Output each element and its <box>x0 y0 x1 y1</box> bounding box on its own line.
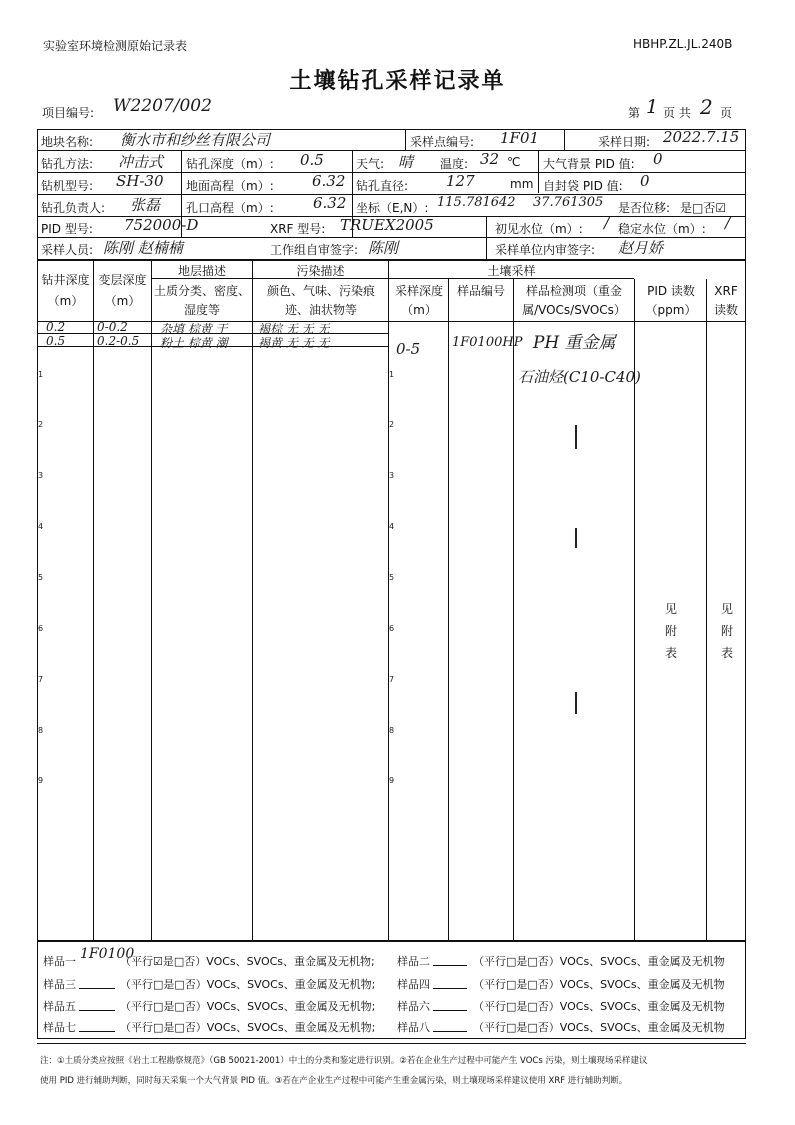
tick-right-2: 2 <box>389 420 395 429</box>
shift-checkbox[interactable]: 是□否☑ <box>680 201 727 215</box>
sample-1-parallel: （平行☑是□否）VOCs、SVOCs、重金属及无机物; <box>120 955 375 968</box>
footnote <box>40 1051 750 1091</box>
col-sample-number: 样品编号 <box>457 284 506 298</box>
ground-elevation-value: 6.32 <box>312 172 346 190</box>
page-prefix: 第 <box>628 106 641 120</box>
page-number: 1 <box>646 96 659 118</box>
footnote-line-1: 注：①土质分类应按照《岩土工程勘察规范》（GB 50021-2001）中土的分类和鉴定进行识别。②若在企业生产过程中可能产生 VOCs 污染，则土壤现场采样建议 <box>40 1056 648 1066</box>
temperature-label: 温度: <box>440 157 469 171</box>
sample-point-value: 1F01 <box>500 129 540 147</box>
sample-3-label: 样品三 <box>43 978 76 991</box>
pid-background-value: 0 <box>653 150 663 168</box>
sample-date-value: 2022.7.15 <box>663 128 740 146</box>
row-2-strata: 粉土 棕黄 潮 <box>160 336 228 350</box>
sample-4-parallel: （平行□是□否）VOCs、SVOCs、重金属及无机物 <box>473 978 725 991</box>
row-2-pollution: 褐黄 无 无 无 <box>258 336 330 350</box>
tick-left-6: 6 <box>38 624 44 633</box>
sampler-label: 采样人员: <box>41 243 94 257</box>
tick-left-3: 3 <box>38 471 44 480</box>
shift-label: 是否位移: <box>618 201 671 215</box>
tick-left-9: 9 <box>38 776 44 785</box>
hole-elevation-label: 孔口高程（m）: <box>186 201 274 215</box>
tick-right-5: 5 <box>389 573 395 582</box>
sample-items-line-2: 石油烃(C10-C40) <box>518 368 641 386</box>
row-1-depth: 0.2 <box>46 320 66 334</box>
sample-3-field[interactable] <box>79 976 115 989</box>
page-total: 2 <box>700 95 713 119</box>
weather-value: 晴 <box>398 153 414 171</box>
temperature-unit: ℃ <box>507 155 521 169</box>
col-strata-group: 地层描述 <box>177 264 226 278</box>
tick-left-8: 8 <box>38 726 44 735</box>
sample-5-field[interactable] <box>79 998 115 1011</box>
coordinate-e-value: 115.781642 <box>437 195 516 210</box>
coordinate-label: 坐标（E,N）: <box>356 201 429 215</box>
sample-1-value: 1F0100 <box>80 946 135 962</box>
sample-8-parallel: （平行□是□否）VOCs、SVOCs、重金属及无机物 <box>473 1021 725 1034</box>
first-water-value: / <box>604 214 610 232</box>
hole-elevation-value: 6.32 <box>313 194 347 212</box>
ground-elevation-label: 地面高程（m）: <box>186 179 274 193</box>
col-layer-depth: 变层深度（m） <box>98 273 147 308</box>
sample-3-parallel: （平行□是□否）VOCs、SVOCs、重金属及无机物; <box>120 978 376 991</box>
pid-background-label: 大气背景 PID 值: <box>543 157 635 171</box>
bag-pid-label: 自封袋 PID 值: <box>543 179 623 193</box>
sample-7-parallel: （平行□是□否）VOCs、SVOCs、重金属及无机物; <box>120 1021 376 1034</box>
pid-see-attached: 见附表 <box>664 602 677 660</box>
page-title: 土壤钻孔采样记录单 <box>289 69 506 94</box>
tick-right-8: 8 <box>389 726 395 735</box>
sample-6-parallel: （平行□是□否）VOCs、SVOCs、重金属及无机物 <box>473 1000 725 1013</box>
page-suffix: 页 <box>720 106 733 120</box>
row-1-strata: 杂填 棕黄 干 <box>160 322 228 336</box>
hole-diameter-label: 钻孔直径: <box>356 179 409 193</box>
weather-label: 天气: <box>356 157 385 171</box>
col-sample-items: 样品检测项（重金属/VOCs/SVOCs） <box>522 284 626 317</box>
sample-items-line-1: PH 重金属 <box>533 333 616 353</box>
tick-right-7: 7 <box>389 675 395 684</box>
unit-signature-label: 采样单位内审签字: <box>495 243 596 257</box>
drill-leader-label: 钻孔负责人: <box>41 201 106 215</box>
row-1-layer: 0-0.2 <box>97 320 128 334</box>
tick-left-4: 4 <box>38 522 44 531</box>
tick-right-6: 6 <box>389 624 395 633</box>
sample-depth-value: 0-5 <box>396 340 421 358</box>
sample-8-label: 样品八 <box>397 1021 430 1034</box>
sample-6-label: 样品六 <box>397 1000 430 1013</box>
sample-2-field[interactable] <box>433 953 467 966</box>
row-2-depth: 0.5 <box>46 334 66 348</box>
col-drill-depth: 钻井深度（m） <box>41 273 90 308</box>
col-pid-reading: PID 读数（ppm） <box>645 284 697 317</box>
drilling-table <box>37 259 746 942</box>
col-soil-sampling: 土壤采样 <box>487 264 536 278</box>
rig-model-value: SH-30 <box>116 172 164 190</box>
tick-right-1: 1 <box>389 370 395 379</box>
stable-water-label: 稳定水位（m）: <box>618 222 706 236</box>
pid-model-label: PID 型号: <box>41 222 93 236</box>
drill-depth-value: 0.5 <box>300 151 324 169</box>
project-number: W2207/002 <box>113 96 212 116</box>
xrf-model-value: TRUEX2005 <box>340 216 434 234</box>
col-xrf-reading: XRF 读数 <box>713 284 738 317</box>
xrf-model-label: XRF 型号: <box>270 222 326 236</box>
project-label: 项目编号: <box>42 106 95 120</box>
pid-model-value: 752000-D <box>124 216 199 234</box>
plot-name-label: 地块名称: <box>41 135 94 149</box>
sample-4-field[interactable] <box>433 976 467 989</box>
row-1-pollution: 褐棕 无 无 无 <box>258 322 330 336</box>
ditto-mark <box>575 425 577 449</box>
sample-6-field[interactable] <box>433 998 467 1011</box>
stable-water-value: / <box>725 214 731 232</box>
sample-date-label: 采样日期: <box>598 135 651 149</box>
unit-signature-value: 赵月娇 <box>618 239 664 257</box>
rig-model-label: 钻机型号: <box>41 179 94 193</box>
ditto-mark <box>575 692 577 714</box>
group-signature-value: 陈刚 <box>368 239 399 257</box>
ditto-mark <box>575 528 577 548</box>
tick-left-1: 1 <box>38 370 44 379</box>
sample-1-label: 样品一 <box>43 955 76 968</box>
tick-right-4: 4 <box>389 522 395 531</box>
plot-name-value: 衡水市和纱丝有限公司 <box>120 131 271 149</box>
sample-4-label: 样品四 <box>397 978 430 991</box>
drill-leader-value: 张磊 <box>130 196 161 214</box>
sample-7-label: 样品七 <box>43 1021 76 1034</box>
temperature-value: 32 <box>480 150 500 168</box>
sample-7-field[interactable] <box>79 1019 115 1032</box>
sample-number-value: 1F0100HP <box>452 335 523 350</box>
sample-2-parallel: （平行□是□否）VOCs、SVOCs、重金属及无机物 <box>473 955 725 968</box>
form-code-title: 实验室环境检测原始记录表 <box>43 39 188 53</box>
col-sample-depth: 采样深度（m） <box>394 284 443 317</box>
page-mid: 页 共 <box>663 106 691 120</box>
sample-8-field[interactable] <box>433 1019 467 1032</box>
bag-pid-value: 0 <box>640 172 650 190</box>
sampler-value: 陈刚 赵楠楠 <box>103 239 183 257</box>
drill-depth-label: 钻孔深度（m）: <box>186 157 274 171</box>
footnote-line-2: 使用 PID 进行辅助判断，同时每天采集一个大气背景 PID 值。③若在产企业生产过程中可能产生重金属污染，则土壤现场采样建议使用 XRF 进行辅助判断。 <box>40 1076 628 1086</box>
tick-right-3: 3 <box>389 471 395 480</box>
form-code: HBHP.ZL.JL.240B <box>633 37 733 51</box>
sample-5-parallel: （平行□是□否）VOCs、SVOCs、重金属及无机物; <box>120 1000 376 1013</box>
hole-diameter-unit: mm <box>510 177 534 191</box>
col-pollution-group: 污染描述 <box>296 264 345 278</box>
tick-right-9: 9 <box>389 776 395 785</box>
coordinate-n-value: 37.761305 <box>533 195 604 210</box>
group-signature-label: 工作组自审签字: <box>270 243 359 257</box>
col-strata-desc: 土质分类、密度、湿度等 <box>154 284 251 317</box>
hole-diameter-value: 127 <box>446 172 475 190</box>
row-2-layer: 0.2-0.5 <box>97 334 140 348</box>
tick-left-7: 7 <box>38 675 44 684</box>
drill-method-value: 冲击式 <box>118 153 164 171</box>
sample-5-label: 样品五 <box>43 1000 76 1013</box>
tick-left-2: 2 <box>38 420 44 429</box>
sample-point-label: 采样点编号: <box>410 135 475 149</box>
sample-2-label: 样品二 <box>397 955 430 968</box>
first-water-label: 初见水位（m）: <box>495 222 583 236</box>
xrf-see-attached: 见附表 <box>720 602 733 660</box>
tick-left-5: 5 <box>38 573 44 582</box>
drill-method-label: 钻孔方法: <box>41 157 94 171</box>
col-pollution-desc: 颜色、气味、污染痕迹、油状物等 <box>266 284 375 317</box>
